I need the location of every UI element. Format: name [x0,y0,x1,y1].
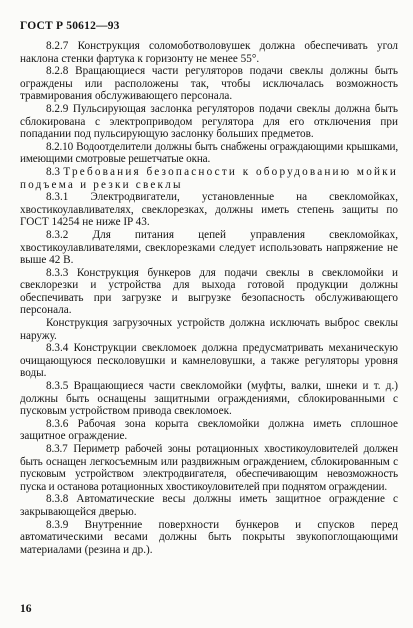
paragraph-8-3-7: 8.3.7 Периметр рабочей зоны ротационных хвостикоуловителей должен быть оснащен легкосъемным или раздвижным ограждением, сблокированным с пусковым устройством электродвигателя, обеспечивающим невозможность пуска и останова ротационных хвостикоуловителей при поднятом ограждении. [20,443,398,493]
paragraph-8-3-8: 8.3.8 Автоматические весы должны иметь защитное ограждение с закрывающейся дверью. [20,493,398,518]
section-number: 8.3 [46,165,60,178]
page-number: 16 [20,603,32,615]
section-title: Требования безопасности к оборудованию мойки подъема и резки свеклы [20,165,399,191]
paragraph-8-3-4: 8.3.4 Конструкции свекломоек должна предусматривать механическую очищающуюся песколовушки и камнеловушки, а также регуляторы уровня воды. [20,342,398,380]
section-heading-8-3 [20,166,398,191]
paragraph-8-2-8: 8.2.8 Вращающиеся части регуляторов подачи свеклы должны быть ограждены или расположены так, чтобы исключалась возможность травмирования обслуживающего персонала. [20,65,398,103]
paragraph-8-2-7: 8.2.7 Конструкция соломоботволовушек должна обеспечивать угол наклона стенки фартука к горизонту не менее 55°. [20,40,398,65]
paragraph-8-3-6: 8.3.6 Рабочая зона корыта свекломойки должна иметь сплошное защитное ограждение. [20,417,398,443]
paragraph-8-3-3: 8.3.3 Конструкция бункеров для подачи свеклы в свекломойки и свеклорезки и устройства для выхода готовой продукции должны обеспечивать при загрузке и выгрузке безопасность обслуживающего персонала. [20,266,398,317]
document-body [20,40,398,556]
paragraph-8-3-9: 8.3.9 Внутренние поверхности бункеров и спусков перед автоматическими весами должны быть покрыты звукопоглощающими материалами (резина и др.). [20,518,398,556]
paragraph-8-2-9: 8.2.9 Пульсирующая заслонка регуляторов подачи свеклы должна быть сблокирована с электроприводом регулятора для его отключения при попадании под пульсирующую заслонку больших предметов. [20,102,398,141]
paragraph-8-3-1: 8.3.1 Электродвигатели, установленные на свекломойках, хвостикоулавливателях, свеклорезках, должны иметь степень защиты по ГОСТ 14254 не ниже IP 43. [20,191,398,229]
page-header: ГОСТ Р 50612—93 [20,20,120,32]
paragraph-8-3-5: 8.3.5 Вращающиеся части свекломойки (муфты, валки, шнеки и т. д.) должны быть оснащены защитными ограждениями, сблокированными с пусковым устройством привода свекломоек. [20,380,398,418]
paragraph-8-3-2: 8.3.2 Для питания цепей управления свекломойках, хвостикоулавливателями, свеклорезками следует использовать напряжение не выше 42 В. [20,228,398,267]
paragraph-8-2-10: 8.2.10 Водоотделители должны быть снабжены ограждающими крышками, имеющими смотровые решетчатые окна. [20,140,398,166]
paragraph-loading-devices: Конструкция загрузочных устройств должна исключать выброс свеклы наружу. [20,317,398,342]
